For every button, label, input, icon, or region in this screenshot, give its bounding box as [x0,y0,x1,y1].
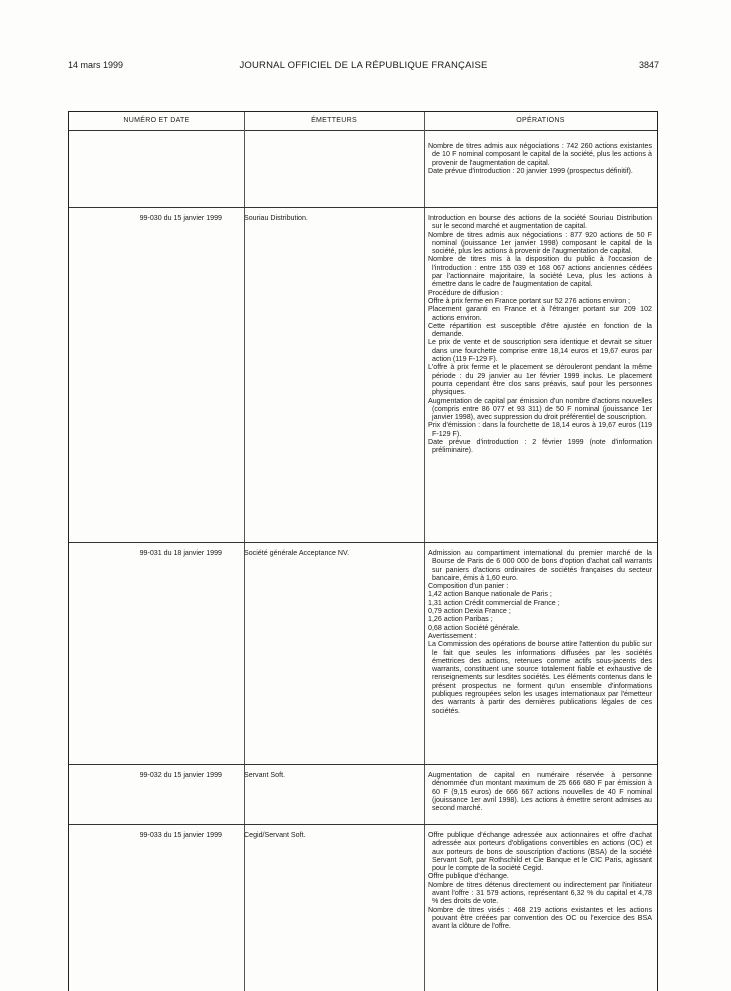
operation-line: Nombre de titres mis à la disposition du public à l'occasion de l'introduction : entre 155 039 et 168 067 actions anciennes cédées par l'actionnaire majoritaire, la société Leva, plus les actions à émettre dans le cadre de l'augmentation de capital. [428,255,652,289]
operation-line: 0,79 action Dexia France ; [428,607,511,616]
operation-line: Nombre de titres admis aux négociations : 877 920 actions de 50 F nominal (jouissance 1er janvier 1998) composant le capital de la société, plus les actions à provenir de l'augmentation de capital. [428,230,652,256]
operation-line: Avertissement : [428,631,477,640]
column-header-operations: OPÉRATIONS [516,117,565,124]
table-row [428,142,652,175]
operation-line: Introduction en bourse des actions de la société Souriau Distribution sur le second marché et augmentation de capital. [428,214,652,231]
operation-line: Prix d'émission : dans la fourchette de 18,14 euros à 19,67 euros (119 F-129 F). [428,421,652,438]
issue-date: 14 mars 1999 [68,60,124,70]
row-numero: 99-033 du 15 janvier 1999 [139,831,222,839]
operation-line: Le prix de vente et de souscription sera identique et devrait se situer dans une fourchette comprise entre 18,14 euros et 19,67 euros par action (119 F-129 F). [428,338,652,364]
operation-line: Augmentation de capital en numéraire réservée à personne dénommée d'un montant maximum de 25 666 680 F par émission à 60 F (9,15 euros) de 666 667 actions nouvelles de 40 F nominal (jouissance 1er avril 1998). Les actions à émettre seront admises au second marché. [428,771,652,813]
operation-line: 1,26 action Paribas ; [428,615,493,624]
row-divider [69,542,657,543]
table-row [428,549,652,715]
table-row [428,831,652,931]
operation-line: Cette répartition est susceptible d'être ajustée en fonction de la demande. [428,321,652,339]
column-header-emetteurs: ÉMETTEURS [311,117,357,124]
operation-line: Procédure de diffusion : [428,288,503,297]
row-emetteur: Souriau Distribution. [244,214,308,222]
operation-line: Offre publique d'échange. [428,872,509,881]
operation-line: 1,31 action Crédit commercial de France ; [428,598,560,607]
row-numero: 99-030 du 15 janvier 1999 [139,214,222,222]
row-emetteur: Société générale Acceptance NV. [244,549,350,557]
operation-line: Date prévue d'introduction : 2 février 1999 (note d'information préliminaire). [428,438,652,455]
table-row [428,214,652,455]
operation-line: Nombre de titres visés : 468 219 actions existantes et les actions pouvant être créées par convention des OC ou l'exercice des BSA avant la clôture de l'offre. [428,905,652,931]
operation-line: Nombre de titres détenus directement ou indirectement par l'initiateur avant l'offre : 31 579 actions, représentant 6,32 % du capital et 4,78 % des droits de vote. [428,880,652,906]
journal-title: JOURNAL OFFICIEL DE LA RÉPUBLIQUE FRANÇAISE [239,60,488,71]
row-numero: 99-031 du 18 janvier 1999 [139,549,222,557]
table-row [428,771,652,812]
operation-line: Placement garanti en France et à l'étranger portant sur 209 102 actions environ. [428,305,652,322]
operation-line: L'offre à prix ferme et le placement se dérouleront pendant la même période : du 29 janvier au 1er février 1999 inclus. Le placement pourra cependant être clos sans préavis, sauf pour les personnes physiques. [428,363,652,397]
row-emetteur: Servant Soft. [244,771,286,779]
header-divider [69,130,657,131]
operation-line: Offre à prix ferme en France portant sur 52 276 actions environ ; [428,296,631,305]
column-divider [424,112,425,991]
operation-line: 1,42 action Banque nationale de Paris ; [428,590,552,599]
page-header [68,60,659,72]
row-divider [69,764,657,765]
row-divider [69,207,657,208]
operation-line: Augmentation de capital par émission d'un nombre d'actions nouvelles (compris entre 86 077 et 93 311) de 50 F nominal (jouissance 1er janvier 1998), avec suppression du droit préférentiel de souscription. [428,396,652,422]
row-divider [69,824,657,825]
operation-line: Admission au compartiment international du premier marché de la Bourse de Paris de 6 000 000 de bons d'option d'achat call warrants sur paniers d'actions ordinaires de sociétés françaises du secteur bancaire, émis à 1,60 euro. [428,549,652,582]
operation-line: La Commission des opérations de bourse attire l'attention du public sur le fait que seules les informations diffusées par les sociétés émettrices des actions, retenues comme actifs sous-jacents des warrants, constituent une source totalement fiable et exhaustive de renseignements sur lesdites sociétés. Les éléments contenus dans le présent prospectus ne forment qu'un ensemble d'informations publiques regroupées selon les usages internationaux par l'émetteur des warrants à partir des dernières publications légales de ces sociétés. [428,640,652,715]
operation-line: Offre publique d'échange adressée aux actionnaires et offre d'achat adressée aux porteurs d'obligations convertibles en actions (OC) et aux porteurs de bons de souscription d'actions (BSA) de la société Servant Soft, par Rothschild et Cie Banque et le CIC Paris, agissant pour le compte de la société Cegid. [428,831,652,873]
operation-line: 0,68 action Société générale. [428,623,520,632]
row-numero: 99-032 du 15 janvier 1999 [139,771,222,779]
operation-line: Composition d'un panier : [428,582,509,591]
page-number: 3847 [638,60,659,70]
operation-line: Nombre de titres admis aux négociations : 742 260 actions existantes de 10 F nominal composant le capital de la société, plus les actions à provenir de l'augmentation de capital. [428,142,652,167]
operations-table [68,111,658,991]
operation-line: Date prévue d'introduction : 20 janvier 1999 (prospectus définitif). [428,166,633,175]
row-emetteur: Cegid/Servant Soft. [244,831,306,839]
column-header-numero: NUMÉRO ET DATE [123,117,190,124]
